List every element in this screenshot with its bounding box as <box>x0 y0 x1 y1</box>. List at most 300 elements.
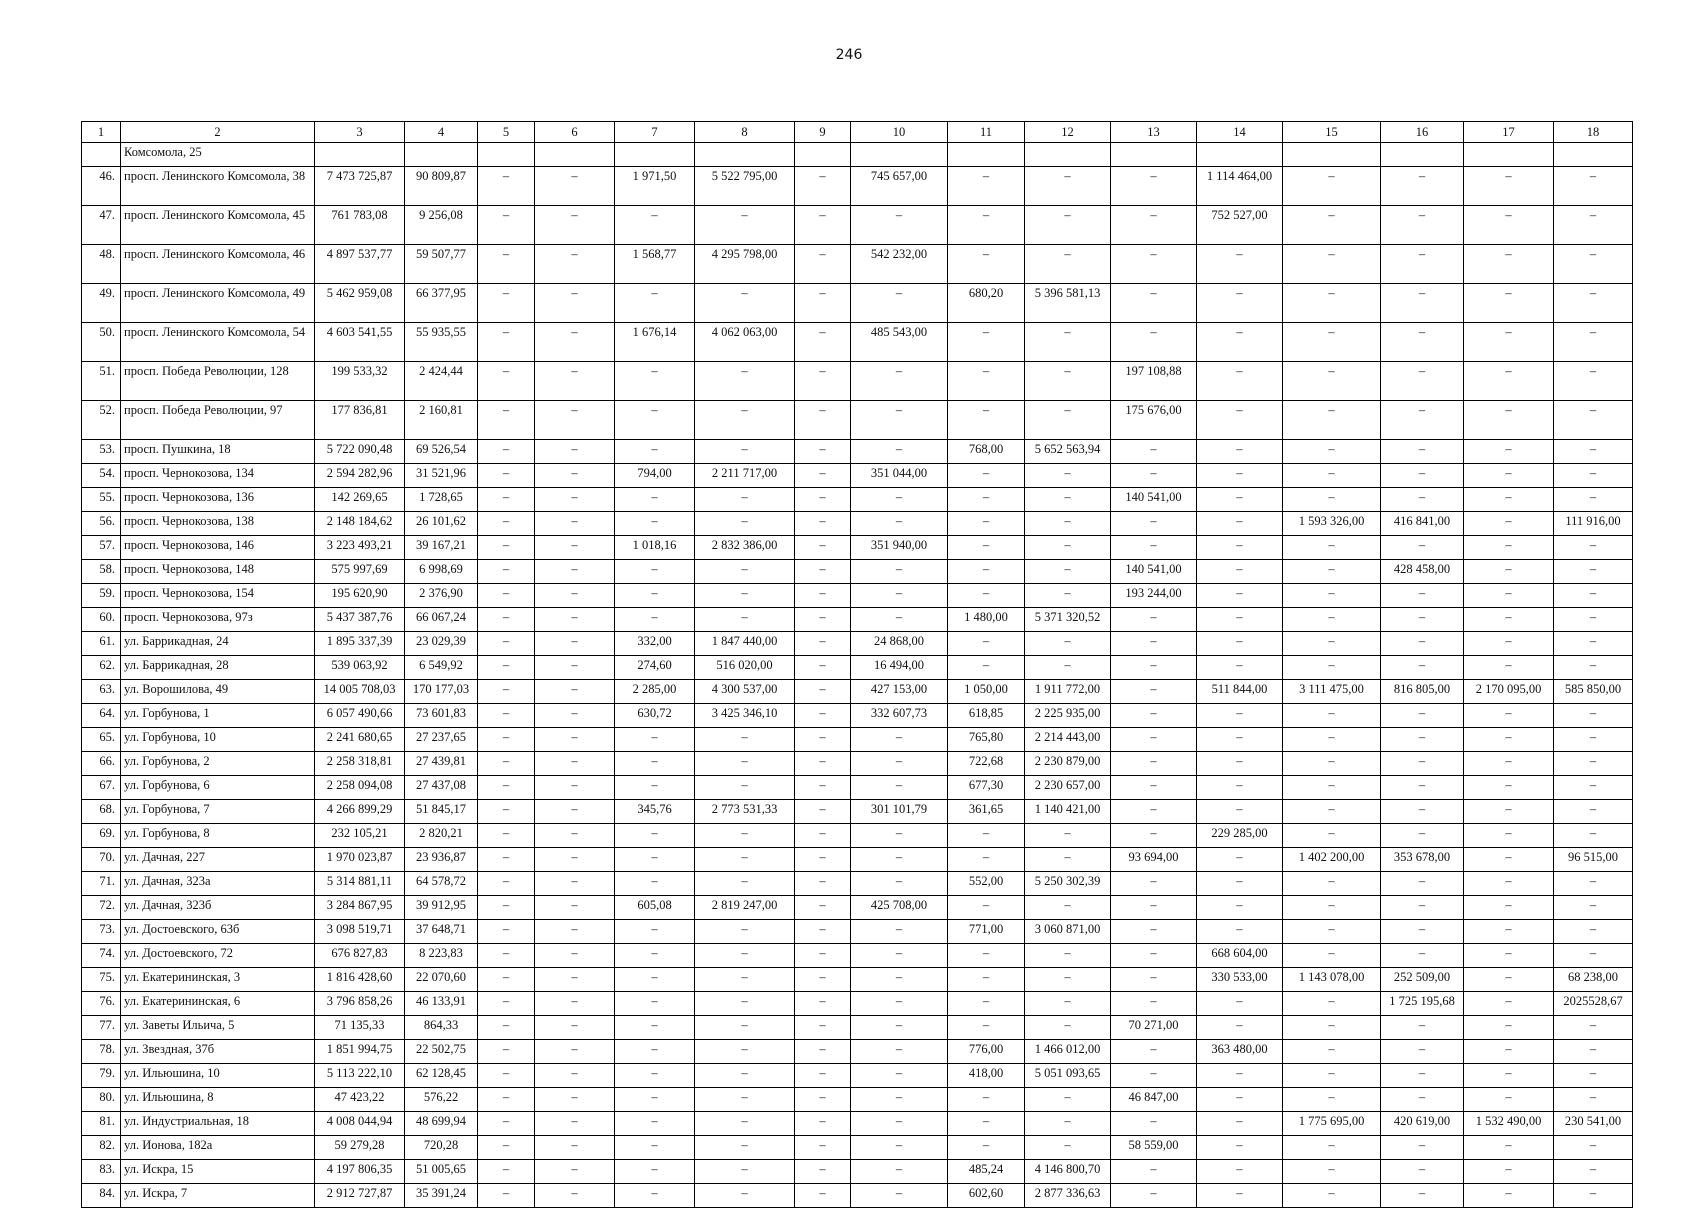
amount-cell: – <box>1554 1160 1633 1184</box>
amount-cell: – <box>795 728 851 752</box>
amount-cell: – <box>1283 1184 1381 1208</box>
amount-cell: – <box>695 920 795 944</box>
amount-cell: – <box>1111 824 1197 848</box>
amount-cell: – <box>851 992 948 1016</box>
amount-cell: – <box>795 1016 851 1040</box>
table-row <box>82 167 1633 206</box>
amount-cell: – <box>1381 920 1464 944</box>
amount-cell: 864,33 <box>405 1016 478 1040</box>
amount-cell: – <box>1283 362 1381 401</box>
amount-cell <box>1197 143 1283 167</box>
amount-cell: – <box>1197 440 1283 464</box>
amount-cell: – <box>1111 608 1197 632</box>
amount-cell: – <box>851 1112 948 1136</box>
amount-cell: – <box>795 284 851 323</box>
amount-cell: – <box>478 401 535 440</box>
row-number-cell: 76. <box>82 992 121 1016</box>
row-number-cell: 79. <box>82 1064 121 1088</box>
column-header: 18 <box>1554 122 1633 143</box>
amount-cell: – <box>1464 1040 1554 1064</box>
amount-cell: – <box>478 824 535 848</box>
amount-cell: – <box>615 728 695 752</box>
amount-cell: – <box>1554 560 1633 584</box>
amount-cell: 73 601,83 <box>405 704 478 728</box>
amount-cell: – <box>1025 401 1111 440</box>
amount-cell: – <box>535 944 615 968</box>
amount-cell: 24 868,00 <box>851 632 948 656</box>
amount-cell: 1 140 421,00 <box>1025 800 1111 824</box>
amount-cell: 23 029,39 <box>405 632 478 656</box>
amount-cell: – <box>795 800 851 824</box>
table-row <box>82 143 1633 167</box>
amount-cell: – <box>1554 896 1633 920</box>
address-cell: ул. Ионова, 182а <box>121 1136 315 1160</box>
amount-cell: – <box>1464 752 1554 776</box>
address-cell: ул. Дачная, 227 <box>121 848 315 872</box>
amount-cell: 7 473 725,87 <box>315 167 405 206</box>
amount-cell: 51 005,65 <box>405 1160 478 1184</box>
amount-cell: – <box>1464 872 1554 896</box>
amount-cell: – <box>1554 1064 1633 1088</box>
amount-cell: – <box>851 1064 948 1088</box>
amount-cell: – <box>1554 167 1633 206</box>
amount-cell: 485 543,00 <box>851 323 948 362</box>
row-number-cell: 70. <box>82 848 121 872</box>
amount-cell: 771,00 <box>948 920 1025 944</box>
amount-cell: – <box>795 584 851 608</box>
amount-cell: – <box>695 608 795 632</box>
amount-cell: 48 699,94 <box>405 1112 478 1136</box>
table-row <box>82 656 1633 680</box>
amount-cell: 1 847 440,00 <box>695 632 795 656</box>
amount-cell: 511 844,00 <box>1197 680 1283 704</box>
row-number-cell: 83. <box>82 1160 121 1184</box>
amount-cell: – <box>535 1184 615 1208</box>
amount-cell: – <box>695 206 795 245</box>
amount-cell: – <box>795 401 851 440</box>
amount-cell: – <box>615 284 695 323</box>
amount-cell: 5 250 302,39 <box>1025 872 1111 896</box>
amount-cell: – <box>1464 800 1554 824</box>
amount-cell: – <box>478 1064 535 1088</box>
amount-cell: – <box>478 167 535 206</box>
amount-cell: – <box>1283 167 1381 206</box>
amount-cell <box>851 143 948 167</box>
amount-cell: 35 391,24 <box>405 1184 478 1208</box>
amount-cell: – <box>535 632 615 656</box>
address-cell: ул. Искра, 15 <box>121 1160 315 1184</box>
amount-cell: – <box>948 1088 1025 1112</box>
amount-cell: – <box>1283 560 1381 584</box>
amount-cell: – <box>695 776 795 800</box>
amount-cell: – <box>1283 728 1381 752</box>
amount-cell: 2 912 727,87 <box>315 1184 405 1208</box>
table-row <box>82 992 1633 1016</box>
amount-cell: – <box>795 488 851 512</box>
amount-cell: 3 284 867,95 <box>315 896 405 920</box>
amount-cell: – <box>1554 488 1633 512</box>
amount-cell: – <box>615 752 695 776</box>
amount-cell: – <box>1283 1088 1381 1112</box>
amount-cell: – <box>478 245 535 284</box>
amount-cell: 768,00 <box>948 440 1025 464</box>
amount-cell: – <box>948 656 1025 680</box>
amount-cell: – <box>1554 656 1633 680</box>
amount-cell: – <box>615 872 695 896</box>
table-row <box>82 872 1633 896</box>
amount-cell: – <box>1464 362 1554 401</box>
amount-cell: – <box>478 1136 535 1160</box>
amount-cell: 193 244,00 <box>1111 584 1197 608</box>
address-cell: ул. Баррикадная, 28 <box>121 656 315 680</box>
amount-cell: 199 533,32 <box>315 362 405 401</box>
row-number-cell: 49. <box>82 284 121 323</box>
amount-cell: – <box>795 920 851 944</box>
amount-cell: – <box>1025 245 1111 284</box>
amount-cell: – <box>535 968 615 992</box>
column-header: 12 <box>1025 122 1111 143</box>
amount-cell: – <box>1197 632 1283 656</box>
table-row <box>82 824 1633 848</box>
amount-cell: 197 108,88 <box>1111 362 1197 401</box>
amount-cell: 4 300 537,00 <box>695 680 795 704</box>
amount-cell: 46 847,00 <box>1111 1088 1197 1112</box>
amount-cell: 96 515,00 <box>1554 848 1633 872</box>
amount-cell: – <box>695 1160 795 1184</box>
amount-cell: – <box>1111 656 1197 680</box>
amount-cell: – <box>795 1112 851 1136</box>
amount-cell: 332 607,73 <box>851 704 948 728</box>
amount-cell: – <box>1283 401 1381 440</box>
column-header: 2 <box>121 122 315 143</box>
amount-cell: – <box>1464 728 1554 752</box>
amount-cell: – <box>795 992 851 1016</box>
row-number-cell: 68. <box>82 800 121 824</box>
column-header: 7 <box>615 122 695 143</box>
amount-cell: – <box>615 362 695 401</box>
amount-cell: – <box>535 560 615 584</box>
amount-cell: – <box>535 656 615 680</box>
amount-cell: – <box>535 401 615 440</box>
address-cell: ул. Достоевского, 72 <box>121 944 315 968</box>
amount-cell: – <box>615 608 695 632</box>
amount-cell: – <box>1283 752 1381 776</box>
amount-cell: – <box>695 1136 795 1160</box>
amount-cell: – <box>1025 206 1111 245</box>
amount-cell: – <box>535 752 615 776</box>
table-row <box>82 1016 1633 1040</box>
page-number: 246 <box>835 47 863 63</box>
amount-cell: 111 916,00 <box>1554 512 1633 536</box>
amount-cell: – <box>1197 512 1283 536</box>
amount-cell: 765,80 <box>948 728 1025 752</box>
amount-cell: – <box>478 464 535 488</box>
amount-cell: – <box>1381 1016 1464 1040</box>
amount-cell: – <box>795 944 851 968</box>
amount-cell: 5 652 563,94 <box>1025 440 1111 464</box>
amount-cell: – <box>695 1016 795 1040</box>
amount-cell: – <box>948 245 1025 284</box>
amount-cell: – <box>1381 584 1464 608</box>
amount-cell: – <box>695 560 795 584</box>
amount-cell <box>315 143 405 167</box>
amount-cell: – <box>535 1088 615 1112</box>
amount-cell: – <box>1111 440 1197 464</box>
amount-cell: – <box>1464 1088 1554 1112</box>
amount-cell: – <box>478 752 535 776</box>
amount-cell: – <box>1464 920 1554 944</box>
amount-cell: 22 502,75 <box>405 1040 478 1064</box>
amount-cell: 2 214 443,00 <box>1025 728 1111 752</box>
amount-cell: – <box>615 920 695 944</box>
amount-cell: 1 775 695,00 <box>1283 1112 1381 1136</box>
amount-cell: – <box>478 440 535 464</box>
address-cell: ул. Горбунова, 6 <box>121 776 315 800</box>
column-header: 5 <box>478 122 535 143</box>
amount-cell: – <box>1197 992 1283 1016</box>
address-cell: ул. Ильюшина, 8 <box>121 1088 315 1112</box>
amount-cell: – <box>1381 752 1464 776</box>
amount-cell: – <box>795 1160 851 1184</box>
amount-cell: – <box>1464 632 1554 656</box>
amount-cell <box>1381 143 1464 167</box>
address-cell: ул. Ильюшина, 10 <box>121 1064 315 1088</box>
amount-cell: – <box>695 362 795 401</box>
amount-cell: 58 559,00 <box>1111 1136 1197 1160</box>
amount-cell: – <box>1464 464 1554 488</box>
table-row <box>82 1112 1633 1136</box>
amount-cell: 140 541,00 <box>1111 560 1197 584</box>
column-header: 10 <box>851 122 948 143</box>
address-cell: просп. Ленинского Комсомола, 49 <box>121 284 315 323</box>
row-number-cell: 67. <box>82 776 121 800</box>
amount-cell: – <box>1381 245 1464 284</box>
amount-cell: – <box>478 656 535 680</box>
amount-cell: 585 850,00 <box>1554 680 1633 704</box>
amount-cell: – <box>1381 1136 1464 1160</box>
amount-cell: – <box>1197 560 1283 584</box>
amount-cell: 427 153,00 <box>851 680 948 704</box>
amount-cell: 16 494,00 <box>851 656 948 680</box>
amount-cell: – <box>1197 896 1283 920</box>
amount-cell: – <box>1381 1088 1464 1112</box>
amount-cell: – <box>1025 464 1111 488</box>
address-cell: просп. Чернокозова, 148 <box>121 560 315 584</box>
amount-cell: – <box>1464 608 1554 632</box>
amount-cell: – <box>1464 1136 1554 1160</box>
amount-cell: – <box>1197 608 1283 632</box>
table-row <box>82 1160 1633 1184</box>
address-cell: просп. Чернокозова, 136 <box>121 488 315 512</box>
amount-cell: – <box>1554 776 1633 800</box>
amount-cell: – <box>1283 1016 1381 1040</box>
amount-cell: – <box>1111 944 1197 968</box>
amount-cell: – <box>478 944 535 968</box>
amount-cell: – <box>1554 632 1633 656</box>
address-cell: просп. Ленинского Комсомола, 45 <box>121 206 315 245</box>
table-row <box>82 1184 1633 1208</box>
amount-cell: – <box>478 800 535 824</box>
amount-cell: – <box>1111 800 1197 824</box>
amount-cell: – <box>478 776 535 800</box>
amount-cell: – <box>1464 944 1554 968</box>
column-header: 1 <box>82 122 121 143</box>
amount-cell: – <box>1554 206 1633 245</box>
amount-cell: – <box>1554 920 1633 944</box>
address-cell: ул. Горбунова, 7 <box>121 800 315 824</box>
amount-cell: 2 376,90 <box>405 584 478 608</box>
amount-cell: 39 912,95 <box>405 896 478 920</box>
table-row <box>82 920 1633 944</box>
amount-cell: 3 223 493,21 <box>315 536 405 560</box>
amount-cell: – <box>795 896 851 920</box>
amount-cell: – <box>1197 800 1283 824</box>
amount-cell: – <box>1554 464 1633 488</box>
amount-cell: – <box>1464 968 1554 992</box>
amount-cell: – <box>1111 728 1197 752</box>
amount-cell: – <box>535 464 615 488</box>
row-number-cell: 48. <box>82 245 121 284</box>
amount-cell: 37 648,71 <box>405 920 478 944</box>
amount-cell: – <box>948 362 1025 401</box>
amount-cell: – <box>535 800 615 824</box>
amount-cell: – <box>1464 401 1554 440</box>
amount-cell: – <box>535 608 615 632</box>
address-cell: ул. Дачная, 323а <box>121 872 315 896</box>
amount-cell: – <box>695 512 795 536</box>
amount-cell: 2 170 095,00 <box>1464 680 1554 704</box>
amount-cell: 5 396 581,13 <box>1025 284 1111 323</box>
amount-cell: – <box>795 1136 851 1160</box>
amount-cell: 1 725 195,68 <box>1381 992 1464 1016</box>
amount-cell: – <box>1283 896 1381 920</box>
amount-cell: – <box>1381 944 1464 968</box>
amount-cell <box>948 143 1025 167</box>
address-cell: ул. Горбунова, 8 <box>121 824 315 848</box>
amount-cell: – <box>948 512 1025 536</box>
amount-cell: – <box>478 584 535 608</box>
amount-cell: – <box>1025 848 1111 872</box>
amount-cell: – <box>695 1064 795 1088</box>
amount-cell: – <box>478 1040 535 1064</box>
amount-cell: – <box>1554 362 1633 401</box>
amount-cell: – <box>1111 992 1197 1016</box>
amount-cell: 27 237,65 <box>405 728 478 752</box>
amount-cell: – <box>1554 1136 1633 1160</box>
amount-cell: 64 578,72 <box>405 872 478 896</box>
amount-cell: – <box>948 896 1025 920</box>
amount-cell: – <box>1554 440 1633 464</box>
amount-cell: – <box>1381 632 1464 656</box>
row-number-cell: 72. <box>82 896 121 920</box>
amount-cell: – <box>851 608 948 632</box>
amount-cell: – <box>1197 656 1283 680</box>
amount-cell: – <box>535 512 615 536</box>
address-cell: ул. Звездная, 37б <box>121 1040 315 1064</box>
amount-cell: – <box>1197 704 1283 728</box>
amount-cell: – <box>695 872 795 896</box>
amount-cell: – <box>478 512 535 536</box>
amount-cell: – <box>1283 584 1381 608</box>
amount-cell: 5 113 222,10 <box>315 1064 405 1088</box>
amount-cell: – <box>1464 167 1554 206</box>
amount-cell: – <box>1197 1088 1283 1112</box>
table-row <box>82 401 1633 440</box>
amount-cell: – <box>1381 536 1464 560</box>
amount-cell: 776,00 <box>948 1040 1025 1064</box>
amount-cell: 330 533,00 <box>1197 968 1283 992</box>
amount-cell: – <box>1283 944 1381 968</box>
amount-cell: – <box>795 167 851 206</box>
table-row <box>82 944 1633 968</box>
amount-cell: – <box>535 440 615 464</box>
amount-cell: – <box>535 680 615 704</box>
amount-cell: – <box>1381 872 1464 896</box>
amount-cell: – <box>1111 1064 1197 1088</box>
amount-cell: – <box>1283 800 1381 824</box>
amount-cell: 2 148 184,62 <box>315 512 405 536</box>
amount-cell: – <box>1464 206 1554 245</box>
amount-cell: 66 067,24 <box>405 608 478 632</box>
amount-cell: – <box>615 512 695 536</box>
amount-cell: – <box>1283 440 1381 464</box>
amount-cell: – <box>948 167 1025 206</box>
amount-cell: – <box>1283 206 1381 245</box>
amount-cell: 485,24 <box>948 1160 1025 1184</box>
amount-cell: 9 256,08 <box>405 206 478 245</box>
amount-cell: 71 135,33 <box>315 1016 405 1040</box>
amount-cell: – <box>1464 848 1554 872</box>
amount-cell: 602,60 <box>948 1184 1025 1208</box>
amount-cell: 2 832 386,00 <box>695 536 795 560</box>
row-number-cell: 66. <box>82 752 121 776</box>
amount-cell: 5 371 320,52 <box>1025 608 1111 632</box>
amount-cell: – <box>948 1016 1025 1040</box>
address-cell: просп. Ленинского Комсомола, 38 <box>121 167 315 206</box>
amount-cell: – <box>1381 608 1464 632</box>
address-cell: ул. Баррикадная, 24 <box>121 632 315 656</box>
address-cell: Комсомола, 25 <box>121 143 315 167</box>
amount-cell: – <box>795 704 851 728</box>
row-number-cell: 50. <box>82 323 121 362</box>
amount-cell: 4 146 800,70 <box>1025 1160 1111 1184</box>
amount-cell: 68 238,00 <box>1554 968 1633 992</box>
amount-cell: – <box>478 1016 535 1040</box>
amount-cell: – <box>948 944 1025 968</box>
amount-cell: – <box>1554 944 1633 968</box>
amount-cell: – <box>1025 167 1111 206</box>
table-row <box>82 680 1633 704</box>
table-row <box>82 1088 1633 1112</box>
amount-cell: 425 708,00 <box>851 896 948 920</box>
amount-cell: – <box>851 1184 948 1208</box>
amount-cell: 2 285,00 <box>615 680 695 704</box>
amount-cell: – <box>695 1184 795 1208</box>
amount-cell: – <box>1464 536 1554 560</box>
amount-cell: – <box>1111 920 1197 944</box>
amount-cell: – <box>851 488 948 512</box>
amount-cell: 539 063,92 <box>315 656 405 680</box>
row-number-cell: 74. <box>82 944 121 968</box>
amount-cell: 8 223,83 <box>405 944 478 968</box>
amount-cell: – <box>535 728 615 752</box>
address-cell: просп. Победа Революции, 128 <box>121 362 315 401</box>
amount-cell: – <box>615 1184 695 1208</box>
amount-cell: 2 819 247,00 <box>695 896 795 920</box>
amount-cell: – <box>535 323 615 362</box>
amount-cell: 668 604,00 <box>1197 944 1283 968</box>
amount-cell <box>478 143 535 167</box>
